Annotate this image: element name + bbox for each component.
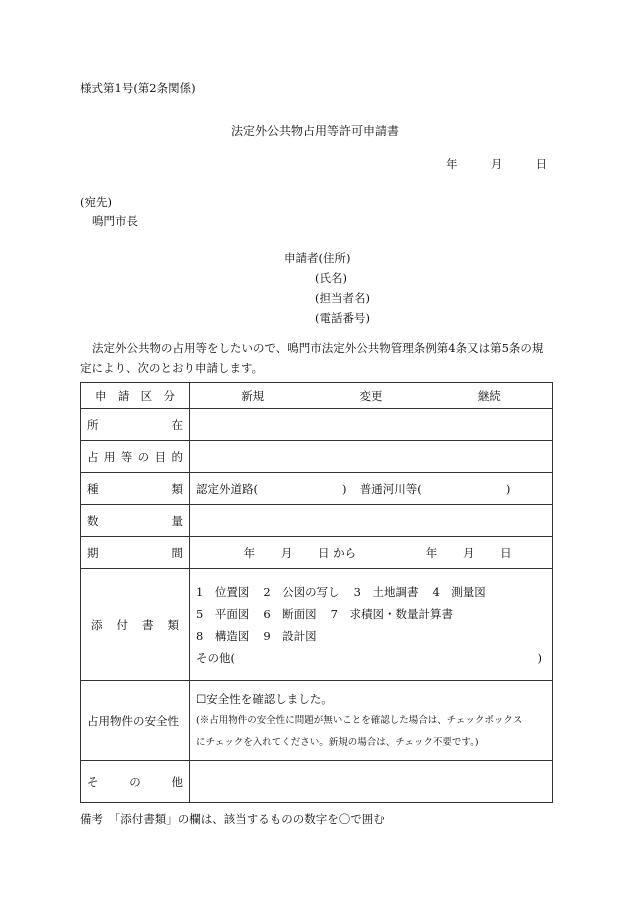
attachments-row-2: 5 平面図 6 断面図 7 求積図・数量計算書 (196, 606, 453, 621)
type-river: 普通河川等( (359, 481, 422, 496)
addressee-name: 鳴門市長 (92, 214, 138, 228)
applicant-contact: (担当者名) (315, 291, 370, 305)
period-end-day: 日 (500, 545, 512, 560)
applicant-name: (氏名) (315, 271, 347, 285)
location-label: 所 在 (81, 409, 190, 441)
option-new[interactable]: 新規 (241, 388, 265, 403)
type-road: 認定外道路( (196, 481, 258, 496)
attachments-row-3: 8 構造図 9 設計図 (196, 628, 317, 643)
period-start-year: 年 (243, 545, 256, 560)
location-field[interactable] (190, 409, 553, 441)
quantity-field[interactable] (190, 505, 553, 537)
addressee-label: (宛先) (80, 195, 112, 209)
category-label: 申 請 区 分 (81, 383, 190, 409)
attachments-field[interactable] (190, 569, 553, 681)
category-options[interactable] (190, 383, 553, 409)
type-label: 種 類 (81, 473, 190, 505)
option-renewal[interactable]: 継続 (477, 388, 501, 403)
type-field[interactable]: 認定外道路( ) 普通河川等( ) (190, 473, 553, 505)
body-text: 法定外公共物の占用等をしたいので、鳴門市法定外公共物管理条例第4条又は第5条の規定により、次のとおり申請します。 (80, 341, 544, 375)
date-line (446, 156, 547, 172)
period-start-day: 日 (317, 545, 330, 560)
applicant-phone: (電話番号) (315, 311, 370, 325)
remarks-note: 備考 「添付書類」の欄は、該当するものの数字を〇で囲む (80, 812, 385, 826)
purpose-field[interactable] (190, 441, 553, 473)
other-field[interactable] (190, 761, 553, 803)
safety-checkbox[interactable]: ☐安全性を確認しました。 (196, 691, 333, 706)
attachments-label: 添 付 書 類 (81, 569, 190, 681)
applicant-address: 申請者(住所) (284, 251, 351, 265)
period-end-month: 月 (462, 545, 475, 560)
application-form-table (80, 382, 553, 803)
date-year: 年 (446, 157, 458, 171)
period-end-year: 年 (425, 545, 438, 560)
date-day: 日 (535, 157, 548, 171)
attachments-other: その他( ) (196, 650, 542, 665)
period-start-month: 月 (280, 545, 293, 560)
other-label: そ の 他 (81, 761, 190, 803)
safety-label: 占用物件の安全性 (81, 681, 190, 761)
purpose-label: 占 用 等 の 目 的 (81, 441, 190, 473)
quantity-label: 数 量 (81, 505, 190, 537)
period-from: から (333, 545, 357, 560)
date-month: 月 (490, 157, 503, 171)
attachments-row-1: 1 位置図 2 公図の写し 3 土地調書 4 測量図 (196, 584, 486, 599)
document-title: 法定外公共物占用等許可申請書 (230, 124, 399, 138)
option-change[interactable]: 変更 (359, 388, 383, 403)
period-field[interactable] (190, 537, 553, 569)
safety-note-2: にチェックを入れてください。新規の場合は、チェック不要です。) (196, 736, 479, 748)
period-label: 期 間 (81, 537, 190, 569)
safety-note-1: (※占用物件の安全性に問題が無いことを確認した場合は、チェックボックス (196, 714, 523, 726)
form-number: 様式第1号(第2条関係) (80, 81, 196, 95)
safety-field[interactable] (190, 681, 553, 761)
